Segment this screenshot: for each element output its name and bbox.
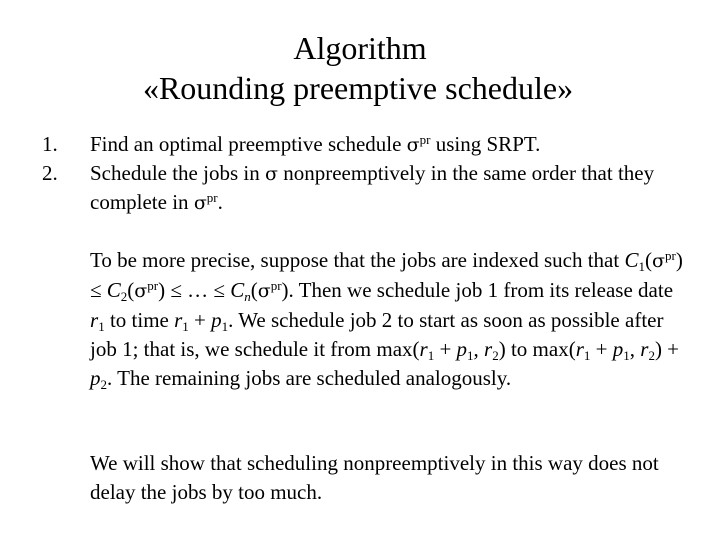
- paren: ): [158, 278, 166, 302]
- var-C: C: [624, 248, 639, 272]
- superscript-pr: pr: [419, 132, 431, 147]
- sigma-symbol: σ: [257, 280, 271, 302]
- subscript: 1: [98, 319, 105, 334]
- leq-symbol: ≤: [165, 278, 188, 302]
- text-part: . Then we schedule job 1 from its release date: [288, 278, 674, 302]
- var-r: r: [419, 337, 428, 361]
- plus-symbol: +: [590, 337, 613, 361]
- text-part: To be more precise, suppose that the jobs are indexed such that: [90, 248, 625, 272]
- leq-symbol: ≤: [208, 278, 231, 302]
- step-text-part: using SRPT.: [430, 132, 541, 156]
- paren: (: [644, 248, 652, 272]
- paren: (: [250, 278, 258, 302]
- subscript: 1: [467, 348, 474, 363]
- subscript: 1: [623, 348, 630, 363]
- text-part: ) +: [654, 337, 680, 361]
- step-1: [42, 130, 682, 159]
- subscript: 1: [182, 319, 189, 334]
- text-part: ) to max(: [498, 337, 576, 361]
- step-number: 1.: [42, 132, 58, 156]
- text-part: . We schedule job 2 to start as soon as possible after job 1; that is, we schedule it from max(: [90, 308, 664, 361]
- sigma-symbol: σ: [264, 163, 278, 185]
- explanation-paragraph: [90, 246, 690, 393]
- var-p: p: [90, 366, 101, 390]
- var-r: r: [640, 337, 649, 361]
- subscript: 1: [583, 348, 591, 363]
- step-text: [90, 159, 682, 217]
- slide-title: [0, 28, 720, 108]
- subscript: 2: [100, 377, 107, 392]
- subscript: 1: [427, 348, 435, 363]
- text-part: . The remaining jobs are scheduled analogously.: [107, 366, 512, 390]
- title-line-2: «Rounding preemptive schedule»: [142, 70, 574, 106]
- superscript-pr: pr: [270, 278, 282, 293]
- paren: ): [675, 248, 683, 272]
- subscript: 2: [648, 348, 655, 363]
- superscript-pr: pr: [147, 278, 159, 293]
- subscript: 2: [492, 348, 499, 363]
- sigma-symbol: σ: [651, 250, 665, 272]
- subscript: 1: [221, 319, 229, 334]
- step-text: [90, 130, 682, 159]
- subscript: 2: [120, 289, 128, 304]
- comma: ,: [629, 337, 641, 361]
- step-2: [42, 159, 682, 217]
- var-p: p: [456, 337, 468, 361]
- step-text-part: Find an optimal preemptive schedule: [90, 132, 407, 156]
- sigma-symbol: σ: [193, 192, 207, 214]
- ellipsis: …: [187, 278, 209, 302]
- paren: ): [281, 278, 289, 302]
- subscript: 1: [638, 259, 645, 274]
- step-text-part: .: [217, 190, 223, 214]
- conclusion-paragraph: We will show that scheduling nonpreemptively in this way does not delay the jobs by too much.: [90, 451, 659, 504]
- var-r: r: [575, 337, 584, 361]
- superscript-pr: pr: [664, 248, 676, 263]
- comma: ,: [473, 337, 485, 361]
- subscript-n: n: [244, 289, 251, 304]
- algorithm-steps: [42, 130, 682, 217]
- var-r: r: [90, 308, 99, 332]
- step-text-part: nonpreemptively in the same order that they complete in: [90, 161, 655, 214]
- plus-symbol: +: [434, 337, 457, 361]
- step-number: 2.: [42, 161, 58, 185]
- text-part: to time: [104, 308, 175, 332]
- superscript-pr: pr: [206, 190, 218, 205]
- leq-symbol: ≤: [90, 278, 107, 302]
- paren: (: [127, 278, 135, 302]
- plus-symbol: +: [188, 308, 212, 332]
- var-r: r: [484, 337, 493, 361]
- var-C: C: [230, 278, 245, 302]
- step-text-part: Schedule the jobs in: [90, 161, 265, 185]
- title-line-1: Algorithm: [293, 30, 427, 66]
- var-p: p: [612, 337, 624, 361]
- var-p: p: [211, 308, 222, 332]
- sigma-symbol: σ: [134, 280, 148, 302]
- sigma-symbol: σ: [406, 134, 420, 156]
- var-C: C: [106, 278, 121, 302]
- var-r: r: [174, 308, 183, 332]
